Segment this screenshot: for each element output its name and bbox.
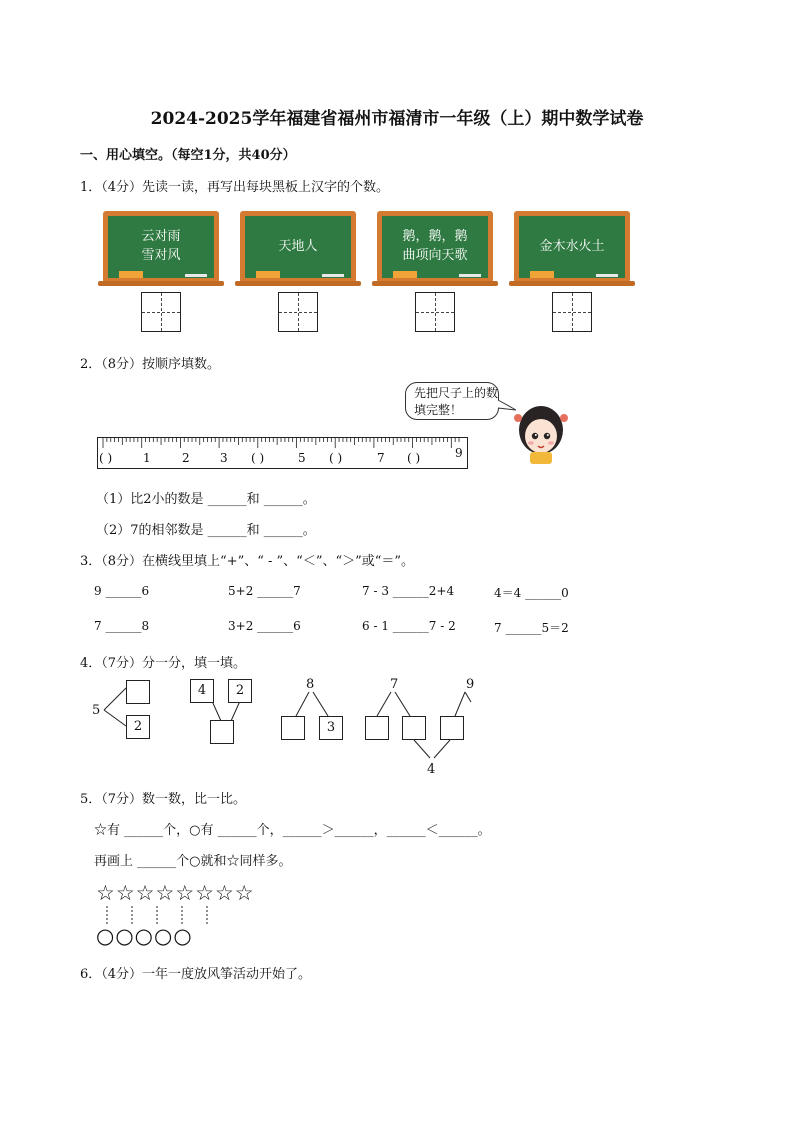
circle-icon: ○ [153,924,174,948]
bond-part-box [228,679,252,703]
expression: 4＝4 ______0 [494,586,569,600]
expression: 5+2 ______7 [228,584,301,598]
stars-row [96,881,255,905]
answer-grid-1[interactable] [141,292,181,332]
ruler [97,437,468,469]
page-title: 2024-2025学年福建省福州市福清市一年级（上）期中数学试卷 [150,109,644,129]
bond-part-number: 2 [235,683,245,698]
bond-part-box [319,716,343,740]
answer-box[interactable] [440,716,464,740]
expression: 3+2 ______6 [228,619,301,633]
bubble-text: 先把尺子上的数填完整！ [414,386,499,417]
board-text-line: 云对雨 [141,229,181,244]
expression: 7 ______5＝2 [494,621,569,635]
blackboard-4 [514,211,636,285]
question-5-line-2: 再画上 ______个○就和☆同样多。 [94,854,292,869]
ruler-label: 5 [298,451,306,465]
answer-grid-2[interactable] [278,292,318,332]
answer-box[interactable] [281,716,305,740]
ruler-label: 2 [182,451,190,465]
ruler-label: 9 [455,446,463,460]
ruler-label: 7 [377,451,385,465]
bond-whole-number: 7 [390,677,399,692]
circle-icon: ○ [134,924,154,948]
ruler-label-blank[interactable]: ( ) [329,451,343,465]
question-2-part-2: （2）7的相邻数是 ______和 ______。 [96,523,316,538]
star-icon: ☆ [234,881,255,905]
question-2: 2．（8分）按顺序填数。 [80,357,221,372]
question-6: 6．（4分）一年一度放风筝活动开始了。 [80,967,312,982]
bond-whole-number: 4 [427,762,436,777]
answer-box[interactable] [210,720,234,744]
girl-illustration-icon [510,396,572,464]
question-4: 4．（7分）分一分，填一填。 [80,656,247,671]
question-2-part-1: （1）比2小的数是 ______和 ______。 [96,492,316,507]
question-5: 5．（7分）数一数，比一比。 [80,792,247,807]
bond-whole-number: 8 [306,677,315,692]
star-icon: ☆ [135,881,156,905]
board-text-line: 鹅，鹅，鹅 [402,229,468,244]
answer-box[interactable] [402,716,426,740]
blackboard-2 [240,211,362,285]
circle-icon: ○ [173,924,193,948]
board-text-line: 雪对风 [141,248,181,263]
star-icon: ☆ [214,881,235,905]
expression: 7 ______8 [94,619,150,633]
expression: 6 - 1 ______7 - 2 [362,619,456,633]
ruler-label-blank[interactable]: ( ) [99,451,113,465]
blackboard-3 [377,211,499,285]
bond-part-box [126,715,150,739]
circle-icon: ○ [115,924,135,948]
speech-bubble [405,382,499,420]
bond-part-number: 3 [326,720,336,735]
bond-whole-number: 9 [466,677,475,692]
ruler-label-blank[interactable]: ( ) [251,451,265,465]
section-heading: 一、用心填空。（每空1分，共40分） [80,148,296,163]
circle-icon: ○ [96,924,116,948]
ruler-label: 1 [143,451,151,465]
expression: 9 ______6 [94,584,150,598]
bond-part-number: 2 [133,719,143,734]
expression: 7 - 3 ______2+4 [362,584,455,598]
ruler-label-blank[interactable]: ( ) [407,451,421,465]
ruler-label: 3 [220,451,228,465]
star-icon: ☆ [195,881,215,905]
question-3: 3．（8分）在横线里填上“+”、“ - ”、“＜”、“＞”或“＝”。 [80,554,415,569]
bond-whole-number: 5 [92,703,101,718]
answer-box[interactable] [126,680,150,704]
answer-box[interactable] [365,716,389,740]
circles-row [96,924,193,948]
board-text-line: 曲项向天歌 [402,248,468,263]
star-icon: ☆ [96,881,116,905]
star-icon: ☆ [175,881,196,905]
matching-dashed-lines [96,904,226,926]
answer-grid-4[interactable] [552,292,592,332]
star-icon: ☆ [155,881,176,905]
answer-grid-3[interactable] [415,292,455,332]
board-text-line: 金木水火土 [539,238,605,254]
question-1: 1．（4分）先读一读，再写出每块黑板上汉字的个数。 [80,180,390,195]
board-text-line: 天地人 [278,238,318,254]
bond-part-box [190,679,214,703]
question-5-line-1: ☆有 ______个，○有 ______个，______＞______，______＜______。 [94,823,491,838]
star-icon: ☆ [115,881,136,905]
blackboard-1 [103,211,225,285]
bond-part-number: 4 [197,683,207,698]
